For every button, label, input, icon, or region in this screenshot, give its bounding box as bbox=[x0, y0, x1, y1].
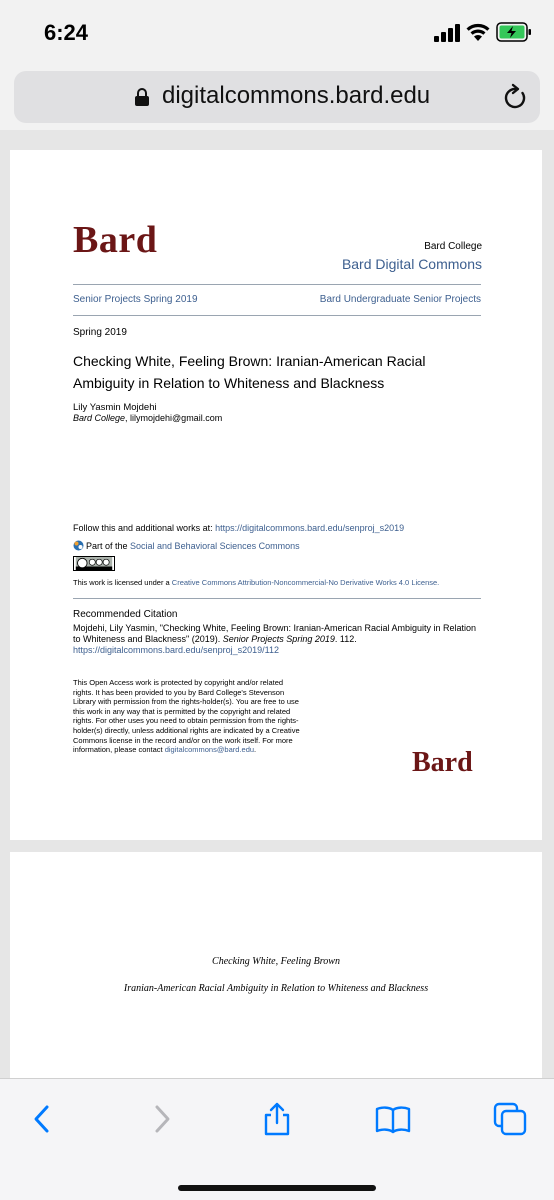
pdf-page-2 bbox=[10, 852, 542, 1092]
open-access-text: This Open Access work is protected by copyright and/or related rights. It has been provided to you by Bard College's Stevenson Library with permission from the rights-holder(s). You are free to use this work in any way that is permitted by the copyright and related rights. For other uses you need to obtain permission from the rights-holder(s) directly, unless additional rights are indicated by a Creative Commons license in the record and/or on the work itself. For more information, please contact bbox=[73, 678, 300, 755]
share-icon[interactable] bbox=[259, 1101, 295, 1137]
book-icon[interactable] bbox=[375, 1101, 411, 1137]
bard-logo: Bard bbox=[73, 219, 158, 261]
pdf-page-1 bbox=[10, 150, 542, 840]
follow-prefix: Follow this and additional works at: bbox=[73, 523, 216, 533]
contact-email-link[interactable]: digitalcommons@bard.edu bbox=[164, 745, 255, 755]
divider bbox=[73, 598, 481, 599]
status-time: 6:24 bbox=[44, 20, 89, 45]
recommended-citation bbox=[73, 623, 483, 656]
publication-season: Spring 2019 bbox=[73, 327, 127, 338]
wifi-icon bbox=[465, 22, 491, 42]
author-affiliation bbox=[73, 413, 222, 423]
affiliation-email: , lilymojdehi@gmail.com bbox=[125, 413, 223, 423]
follow-line bbox=[73, 523, 404, 533]
browser-chrome bbox=[0, 66, 554, 130]
cellular-signal-icon bbox=[434, 24, 462, 42]
battery-charging-icon bbox=[496, 22, 532, 42]
divider bbox=[73, 315, 481, 316]
collection-link[interactable]: Bard Undergraduate Senior Projects bbox=[319, 294, 481, 305]
address-bar[interactable] bbox=[14, 71, 540, 123]
commons-network-icon bbox=[73, 540, 84, 551]
repository-link[interactable]: Bard Digital Commons bbox=[341, 256, 482, 272]
forward-chevron-icon[interactable] bbox=[143, 1101, 179, 1137]
browser-toolbar bbox=[0, 1078, 554, 1200]
license-link[interactable]: Creative Commons Attribution-Noncommercial-No Derivative Works 4.0 License. bbox=[171, 578, 440, 587]
bard-logo-small: Bard bbox=[412, 747, 473, 778]
page2-subtitle: Iranian-American Racial Ambiguity in Relation to Whiteness and Blackness bbox=[123, 983, 429, 994]
lock-icon bbox=[134, 87, 150, 107]
series-link[interactable]: Senior Projects Spring 2019 bbox=[73, 294, 198, 305]
back-chevron-icon[interactable] bbox=[25, 1101, 61, 1137]
institution-name: Bard College bbox=[424, 241, 482, 252]
partof-link[interactable]: Social and Behavioral Sciences Commons bbox=[130, 541, 300, 551]
home-indicator bbox=[178, 1185, 376, 1191]
citation-number: . 112. bbox=[334, 634, 357, 644]
url-text: digitalcommons.bard.edu bbox=[162, 82, 431, 109]
citation-series: Senior Projects Spring 2019 bbox=[222, 634, 335, 644]
status-bar bbox=[0, 0, 554, 66]
open-access-notice bbox=[73, 678, 303, 755]
citation-text: Mojdehi, Lily Yasmin, "Checking White, Feeling Brown: Iranian-American Racial Ambiguity in Relation to Whiteness and Blackness" (2019). bbox=[73, 623, 477, 644]
recommended-citation-heading: Recommended Citation bbox=[73, 609, 178, 620]
creative-commons-badge-icon[interactable] bbox=[73, 556, 115, 571]
document-title: Checking White, Feeling Brown: Iranian-American Racial Ambiguity in Relation to Whiteness and Blackness bbox=[73, 353, 426, 391]
reload-icon[interactable] bbox=[502, 83, 528, 111]
citation-link[interactable]: https://digitalcommons.bard.edu/senproj_s2019/112 bbox=[73, 645, 279, 655]
divider bbox=[73, 284, 481, 285]
affiliation-name: Bard College bbox=[73, 413, 126, 423]
open-access-end: . bbox=[254, 745, 257, 755]
tabs-icon[interactable] bbox=[492, 1101, 528, 1137]
page2-title: Checking White, Feeling Brown bbox=[212, 956, 340, 967]
license-prefix: This work is licensed under a bbox=[73, 578, 172, 587]
follow-link[interactable]: https://digitalcommons.bard.edu/senproj_s2019 bbox=[215, 523, 405, 533]
license-line bbox=[73, 578, 439, 587]
partof-line bbox=[73, 540, 300, 551]
author-name: Lily Yasmin Mojdehi bbox=[73, 402, 157, 413]
partof-prefix: Part of the bbox=[86, 541, 131, 551]
